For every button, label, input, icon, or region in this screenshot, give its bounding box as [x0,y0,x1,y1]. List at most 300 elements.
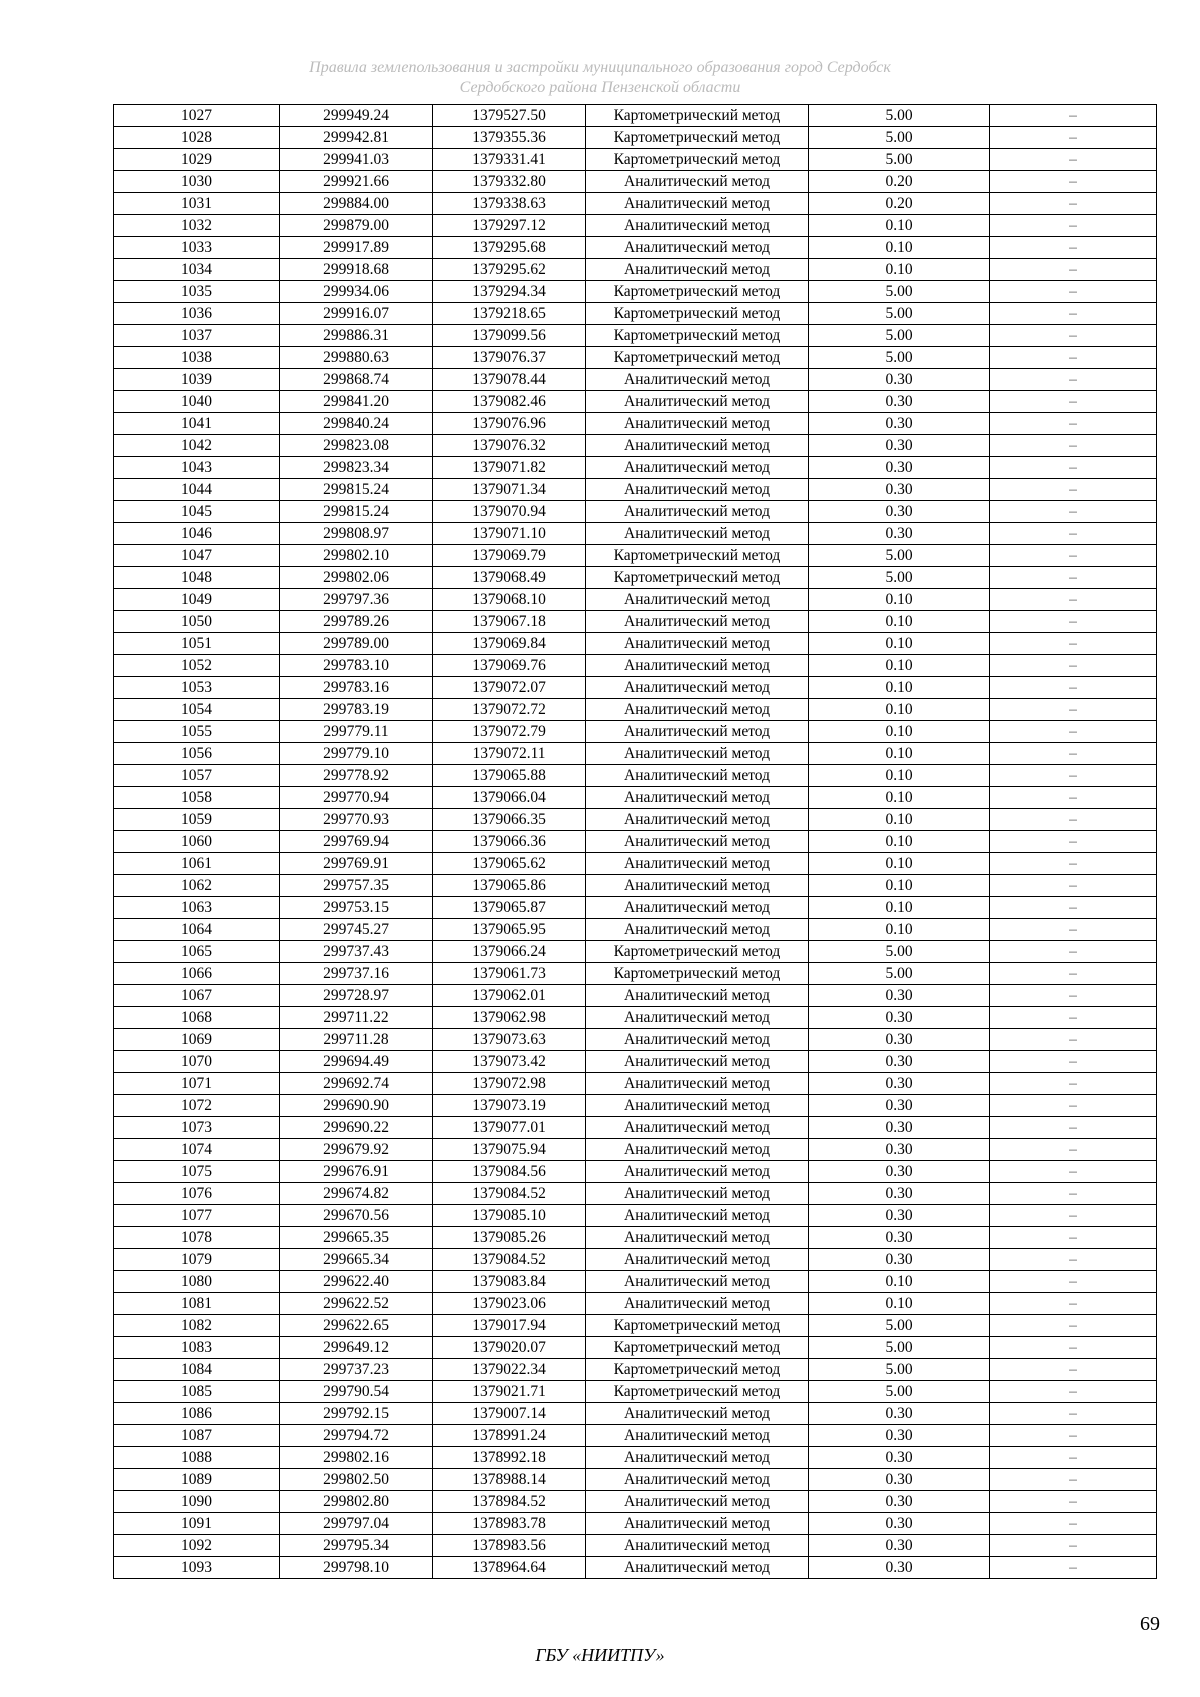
note-cell: – [990,545,1157,567]
note-cell: – [990,1139,1157,1161]
y-coordinate-cell: 1379071.82 [433,457,586,479]
note-cell: – [990,1535,1157,1557]
table-row [114,655,1157,677]
point-number-cell: 1040 [114,391,280,413]
x-coordinate-cell: 299770.93 [280,809,433,831]
point-number-cell: 1033 [114,237,280,259]
table-row [114,1491,1157,1513]
point-number-cell: 1087 [114,1425,280,1447]
method-cell: Аналитический метод [586,259,809,281]
x-coordinate-cell: 299879.00 [280,215,433,237]
x-coordinate-cell: 299918.68 [280,259,433,281]
point-number-cell: 1082 [114,1315,280,1337]
accuracy-cell: 0.10 [809,699,990,721]
table-row [114,105,1157,127]
point-number-cell: 1028 [114,127,280,149]
table-row [114,963,1157,985]
x-coordinate-cell: 299792.15 [280,1403,433,1425]
accuracy-cell: 0.30 [809,369,990,391]
table-row [114,1161,1157,1183]
table-row [114,611,1157,633]
point-number-cell: 1065 [114,941,280,963]
point-number-cell: 1057 [114,765,280,787]
y-coordinate-cell: 1379085.26 [433,1227,586,1249]
accuracy-cell: 0.10 [809,589,990,611]
point-number-cell: 1085 [114,1381,280,1403]
point-number-cell: 1072 [114,1095,280,1117]
method-cell: Картометрический метод [586,1359,809,1381]
accuracy-cell: 0.30 [809,1403,990,1425]
y-coordinate-cell: 1379083.84 [433,1271,586,1293]
x-coordinate-cell: 299770.94 [280,787,433,809]
method-cell: Аналитический метод [586,831,809,853]
point-number-cell: 1043 [114,457,280,479]
x-coordinate-cell: 299783.10 [280,655,433,677]
accuracy-cell: 0.30 [809,1095,990,1117]
x-coordinate-cell: 299868.74 [280,369,433,391]
point-number-cell: 1076 [114,1183,280,1205]
note-cell: – [990,1205,1157,1227]
x-coordinate-cell: 299802.80 [280,1491,433,1513]
method-cell: Аналитический метод [586,919,809,941]
y-coordinate-cell: 1379069.76 [433,655,586,677]
y-coordinate-cell: 1379075.94 [433,1139,586,1161]
y-coordinate-cell: 1379023.06 [433,1293,586,1315]
x-coordinate-cell: 299840.24 [280,413,433,435]
note-cell: – [990,413,1157,435]
accuracy-cell: 0.30 [809,1183,990,1205]
method-cell: Аналитический метод [586,721,809,743]
point-number-cell: 1066 [114,963,280,985]
x-coordinate-cell: 299665.34 [280,1249,433,1271]
method-cell: Аналитический метод [586,897,809,919]
point-number-cell: 1075 [114,1161,280,1183]
x-coordinate-cell: 299934.06 [280,281,433,303]
accuracy-cell: 0.10 [809,897,990,919]
note-cell: – [990,567,1157,589]
y-coordinate-cell: 1378964.64 [433,1557,586,1579]
note-cell: – [990,193,1157,215]
y-coordinate-cell: 1379007.14 [433,1403,586,1425]
point-number-cell: 1046 [114,523,280,545]
x-coordinate-cell: 299886.31 [280,325,433,347]
note-cell: – [990,1249,1157,1271]
table-row [114,699,1157,721]
method-cell: Аналитический метод [586,501,809,523]
x-coordinate-cell: 299783.19 [280,699,433,721]
note-cell: – [990,941,1157,963]
method-cell: Аналитический метод [586,1117,809,1139]
y-coordinate-cell: 1379071.34 [433,479,586,501]
y-coordinate-cell: 1379218.65 [433,303,586,325]
y-coordinate-cell: 1379072.98 [433,1073,586,1095]
accuracy-cell: 0.10 [809,721,990,743]
x-coordinate-cell: 299783.16 [280,677,433,699]
accuracy-cell: 0.30 [809,1227,990,1249]
note-cell: – [990,1557,1157,1579]
method-cell: Картометрический метод [586,1381,809,1403]
table-row [114,237,1157,259]
method-cell: Аналитический метод [586,1447,809,1469]
x-coordinate-cell: 299670.56 [280,1205,433,1227]
note-cell: – [990,105,1157,127]
y-coordinate-cell: 1379084.52 [433,1183,586,1205]
point-number-cell: 1080 [114,1271,280,1293]
y-coordinate-cell: 1378992.18 [433,1447,586,1469]
accuracy-cell: 0.10 [809,259,990,281]
note-cell: – [990,985,1157,1007]
y-coordinate-cell: 1379068.10 [433,589,586,611]
note-cell: – [990,1337,1157,1359]
table-row [114,501,1157,523]
method-cell: Аналитический метод [586,193,809,215]
accuracy-cell: 5.00 [809,941,990,963]
method-cell: Картометрический метод [586,303,809,325]
accuracy-cell: 5.00 [809,1381,990,1403]
accuracy-cell: 0.10 [809,215,990,237]
y-coordinate-cell: 1379069.84 [433,633,586,655]
accuracy-cell: 0.10 [809,765,990,787]
note-cell: – [990,853,1157,875]
accuracy-cell: 0.30 [809,1447,990,1469]
table-row [114,1183,1157,1205]
table-row [114,545,1157,567]
accuracy-cell: 0.10 [809,1271,990,1293]
y-coordinate-cell: 1379082.46 [433,391,586,413]
accuracy-cell: 5.00 [809,1315,990,1337]
method-cell: Аналитический метод [586,1051,809,1073]
table-row [114,919,1157,941]
note-cell: – [990,919,1157,941]
accuracy-cell: 0.10 [809,655,990,677]
accuracy-cell: 5.00 [809,127,990,149]
point-number-cell: 1071 [114,1073,280,1095]
accuracy-cell: 0.10 [809,919,990,941]
accuracy-cell: 5.00 [809,149,990,171]
method-cell: Картометрический метод [586,567,809,589]
y-coordinate-cell: 1379065.88 [433,765,586,787]
table-row [114,281,1157,303]
table-row [114,1469,1157,1491]
y-coordinate-cell: 1379067.18 [433,611,586,633]
x-coordinate-cell: 299676.91 [280,1161,433,1183]
method-cell: Аналитический метод [586,1425,809,1447]
note-cell: – [990,1315,1157,1337]
x-coordinate-cell: 299798.10 [280,1557,433,1579]
note-cell: – [990,721,1157,743]
table-row [114,457,1157,479]
point-number-cell: 1070 [114,1051,280,1073]
x-coordinate-cell: 299779.10 [280,743,433,765]
y-coordinate-cell: 1379062.01 [433,985,586,1007]
method-cell: Аналитический метод [586,1557,809,1579]
method-cell: Аналитический метод [586,875,809,897]
table-row [114,875,1157,897]
accuracy-cell: 0.10 [809,677,990,699]
page-number: 69 [1140,1613,1160,1635]
method-cell: Аналитический метод [586,1205,809,1227]
x-coordinate-cell: 299802.50 [280,1469,433,1491]
y-coordinate-cell: 1379062.98 [433,1007,586,1029]
x-coordinate-cell: 299916.07 [280,303,433,325]
table-row [114,1007,1157,1029]
point-number-cell: 1058 [114,787,280,809]
table-row [114,1073,1157,1095]
note-cell: – [990,897,1157,919]
x-coordinate-cell: 299622.52 [280,1293,433,1315]
note-cell: – [990,1271,1157,1293]
y-coordinate-cell: 1379294.34 [433,281,586,303]
method-cell: Аналитический метод [586,985,809,1007]
header-line-2: Сердобского района Пензенской области [459,79,741,96]
page-footer: ГБУ «НИИТПУ» [535,1645,665,1665]
y-coordinate-cell: 1379527.50 [433,105,586,127]
header-line-1: Правила землепользования и застройки муниципального образования город Сердобск [309,59,891,76]
note-cell: – [990,391,1157,413]
note-cell: – [990,787,1157,809]
point-number-cell: 1031 [114,193,280,215]
table-row [114,589,1157,611]
y-coordinate-cell: 1379072.72 [433,699,586,721]
y-coordinate-cell: 1379084.52 [433,1249,586,1271]
table-row [114,347,1157,369]
accuracy-cell: 0.30 [809,523,990,545]
y-coordinate-cell: 1379017.94 [433,1315,586,1337]
accuracy-cell: 0.10 [809,853,990,875]
point-number-cell: 1048 [114,567,280,589]
accuracy-cell: 0.30 [809,479,990,501]
point-number-cell: 1060 [114,831,280,853]
point-number-cell: 1038 [114,347,280,369]
point-number-cell: 1050 [114,611,280,633]
note-cell: – [990,1469,1157,1491]
table-row [114,1381,1157,1403]
x-coordinate-cell: 299841.20 [280,391,433,413]
x-coordinate-cell: 299949.24 [280,105,433,127]
method-cell: Аналитический метод [586,699,809,721]
accuracy-cell: 5.00 [809,281,990,303]
note-cell: – [990,457,1157,479]
note-cell: – [990,1073,1157,1095]
point-number-cell: 1068 [114,1007,280,1029]
y-coordinate-cell: 1379065.95 [433,919,586,941]
method-cell: Аналитический метод [586,215,809,237]
note-cell: – [990,1117,1157,1139]
accuracy-cell: 0.10 [809,787,990,809]
x-coordinate-cell: 299778.92 [280,765,433,787]
y-coordinate-cell: 1379065.86 [433,875,586,897]
x-coordinate-cell: 299797.36 [280,589,433,611]
accuracy-cell: 0.30 [809,1161,990,1183]
x-coordinate-cell: 299790.54 [280,1381,433,1403]
note-cell: – [990,1491,1157,1513]
point-number-cell: 1077 [114,1205,280,1227]
x-coordinate-cell: 299665.35 [280,1227,433,1249]
accuracy-cell: 0.10 [809,809,990,831]
method-cell: Картометрический метод [586,105,809,127]
point-number-cell: 1035 [114,281,280,303]
table-row [114,1425,1157,1447]
y-coordinate-cell: 1379061.73 [433,963,586,985]
method-cell: Аналитический метод [586,1249,809,1271]
x-coordinate-cell: 299745.27 [280,919,433,941]
x-coordinate-cell: 299941.03 [280,149,433,171]
point-number-cell: 1089 [114,1469,280,1491]
accuracy-cell: 5.00 [809,347,990,369]
table-row [114,897,1157,919]
y-coordinate-cell: 1379066.35 [433,809,586,831]
method-cell: Аналитический метод [586,809,809,831]
method-cell: Аналитический метод [586,479,809,501]
x-coordinate-cell: 299622.40 [280,1271,433,1293]
y-coordinate-cell: 1379069.79 [433,545,586,567]
method-cell: Аналитический метод [586,413,809,435]
method-cell: Аналитический метод [586,1007,809,1029]
note-cell: – [990,633,1157,655]
table-row [114,1249,1157,1271]
table-row [114,1029,1157,1051]
point-number-cell: 1092 [114,1535,280,1557]
point-number-cell: 1090 [114,1491,280,1513]
x-coordinate-cell: 299674.82 [280,1183,433,1205]
note-cell: – [990,1425,1157,1447]
note-cell: – [990,1029,1157,1051]
note-cell: – [990,831,1157,853]
x-coordinate-cell: 299823.08 [280,435,433,457]
method-cell: Аналитический метод [586,457,809,479]
method-cell: Аналитический метод [586,743,809,765]
table-row [114,1315,1157,1337]
table-row [114,1271,1157,1293]
point-number-cell: 1030 [114,171,280,193]
method-cell: Аналитический метод [586,1271,809,1293]
method-cell: Аналитический метод [586,655,809,677]
coordinates-table [113,104,1157,1579]
method-cell: Аналитический метод [586,853,809,875]
method-cell: Картометрический метод [586,545,809,567]
method-cell: Аналитический метод [586,391,809,413]
table-row [114,1095,1157,1117]
y-coordinate-cell: 1379073.19 [433,1095,586,1117]
x-coordinate-cell: 299757.35 [280,875,433,897]
accuracy-cell: 0.10 [809,1293,990,1315]
table-row [114,1403,1157,1425]
point-number-cell: 1067 [114,985,280,1007]
point-number-cell: 1088 [114,1447,280,1469]
y-coordinate-cell: 1379295.68 [433,237,586,259]
accuracy-cell: 0.30 [809,1469,990,1491]
note-cell: – [990,1183,1157,1205]
y-coordinate-cell: 1379072.79 [433,721,586,743]
x-coordinate-cell: 299711.22 [280,1007,433,1029]
table-row [114,391,1157,413]
table-row [114,303,1157,325]
method-cell: Аналитический метод [586,1161,809,1183]
accuracy-cell: 0.30 [809,985,990,1007]
method-cell: Аналитический метод [586,611,809,633]
method-cell: Аналитический метод [586,1139,809,1161]
table-row [114,1227,1157,1249]
x-coordinate-cell: 299737.43 [280,941,433,963]
method-cell: Аналитический метод [586,1535,809,1557]
x-coordinate-cell: 299802.16 [280,1447,433,1469]
note-cell: – [990,875,1157,897]
accuracy-cell: 0.30 [809,1249,990,1271]
table-row [114,325,1157,347]
note-cell: – [990,171,1157,193]
x-coordinate-cell: 299769.94 [280,831,433,853]
note-cell: – [990,127,1157,149]
table-row [114,1535,1157,1557]
table-row [114,1205,1157,1227]
method-cell: Аналитический метод [586,1403,809,1425]
y-coordinate-cell: 1379066.04 [433,787,586,809]
accuracy-cell: 0.30 [809,1557,990,1579]
method-cell: Картометрический метод [586,941,809,963]
y-coordinate-cell: 1379022.34 [433,1359,586,1381]
y-coordinate-cell: 1379065.87 [433,897,586,919]
y-coordinate-cell: 1379070.94 [433,501,586,523]
method-cell: Картометрический метод [586,1315,809,1337]
table-row [114,743,1157,765]
point-number-cell: 1061 [114,853,280,875]
table-row [114,127,1157,149]
x-coordinate-cell: 299823.34 [280,457,433,479]
method-cell: Аналитический метод [586,589,809,611]
table-row [114,523,1157,545]
note-cell: – [990,281,1157,303]
y-coordinate-cell: 1378983.78 [433,1513,586,1535]
point-number-cell: 1073 [114,1117,280,1139]
method-cell: Аналитический метод [586,369,809,391]
point-number-cell: 1083 [114,1337,280,1359]
note-cell: – [990,1381,1157,1403]
note-cell: – [990,743,1157,765]
table-row [114,1139,1157,1161]
y-coordinate-cell: 1379331.41 [433,149,586,171]
accuracy-cell: 5.00 [809,1359,990,1381]
note-cell: – [990,655,1157,677]
note-cell: – [990,1007,1157,1029]
point-number-cell: 1086 [114,1403,280,1425]
x-coordinate-cell: 299802.06 [280,567,433,589]
table-row [114,831,1157,853]
method-cell: Картометрический метод [586,963,809,985]
accuracy-cell: 0.30 [809,1205,990,1227]
x-coordinate-cell: 299797.04 [280,1513,433,1535]
point-number-cell: 1074 [114,1139,280,1161]
point-number-cell: 1059 [114,809,280,831]
x-coordinate-cell: 299917.89 [280,237,433,259]
accuracy-cell: 0.10 [809,743,990,765]
note-cell: – [990,523,1157,545]
accuracy-cell: 5.00 [809,963,990,985]
point-number-cell: 1037 [114,325,280,347]
coordinates-table-body [114,105,1157,1579]
note-cell: – [990,501,1157,523]
point-number-cell: 1056 [114,743,280,765]
method-cell: Аналитический метод [586,1491,809,1513]
point-number-cell: 1027 [114,105,280,127]
method-cell: Аналитический метод [586,1095,809,1117]
point-number-cell: 1054 [114,699,280,721]
table-row [114,193,1157,215]
table-row [114,853,1157,875]
method-cell: Аналитический метод [586,523,809,545]
note-cell: – [990,149,1157,171]
table-row [114,149,1157,171]
x-coordinate-cell: 299711.28 [280,1029,433,1051]
